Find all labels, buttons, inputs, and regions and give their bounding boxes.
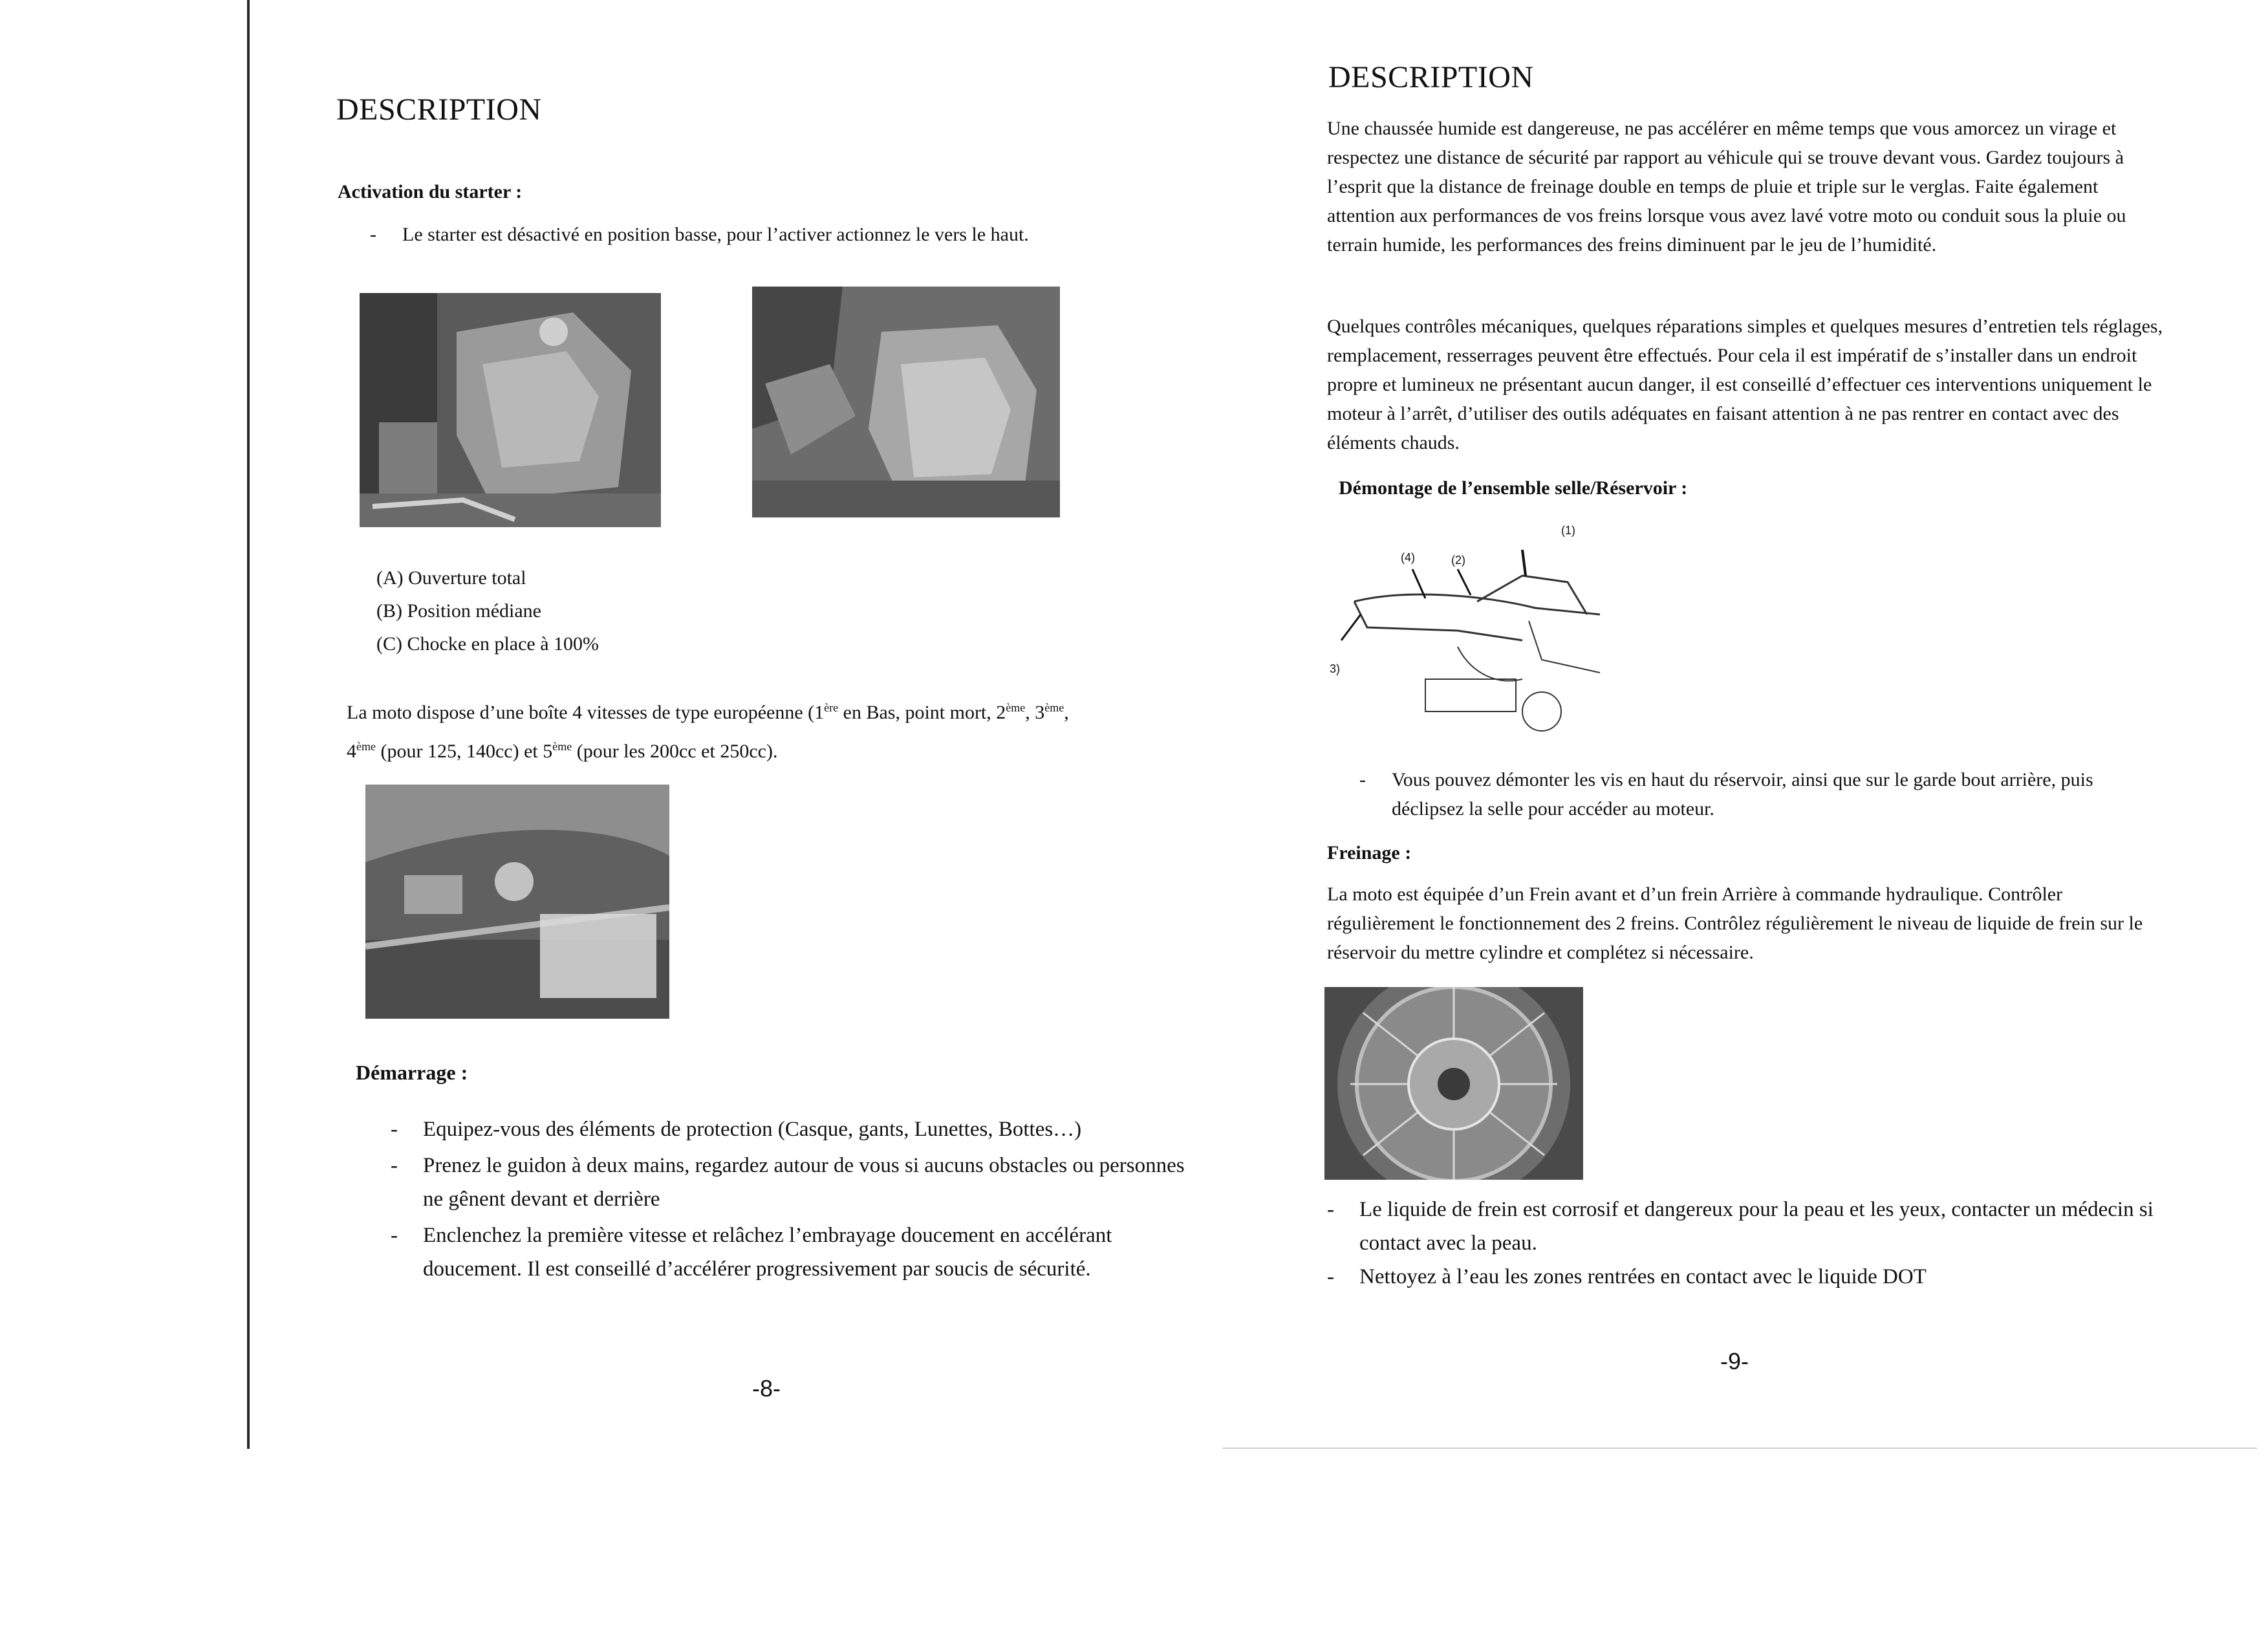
start-step: - Prenez le guidon à deux mains, regardez autour de vous si aucuns obstacles ou personnes ne gênent devant et derrière [391,1149,1186,1216]
starter-photo-1 [360,293,661,527]
choke-position-c: (C) Chocke en place à 100% [376,633,599,655]
page-title: DESCRIPTION [336,92,542,127]
seat-removal-heading: Démontage de l’ensemble selle/Réservoir : [1339,477,1688,499]
gearbox-text: (pour 125, 140cc) et 5 [375,741,553,762]
gearbox-text: , [1064,702,1069,723]
start-heading: Démarrage : [356,1061,468,1084]
gearbox-sup: ère [824,701,839,714]
start-step: - Equipez-vous des éléments de protection (Casque, gants, Lunettes, Bottes…) [391,1113,1186,1146]
starter-list [370,220,1146,249]
diagram-label-3: 3) [1330,662,1341,675]
page-number: -9- [1720,1348,1749,1374]
choke-position-a: (A) Ouverture total [376,567,526,589]
diagram-label-2: (2) [1451,554,1465,567]
starter-text: - Le starter est désactivé en position basse, pour l’activer actionnez le vers le haut. [370,220,1146,249]
brake-heading: Freinage : [1327,842,1412,863]
choke-position-list [376,563,599,658]
seat-removal-text: - Vous pouvez démonter les vis en haut du réservoir, ainsi que sur le garde bout arrière, puis déclipsez la selle pour accéder au moteur. [1359,765,2168,823]
right-page [1134,0,2268,1650]
brake-warning: - Le liquide de frein est corrosif et dangereux pour la peau et les yeux, contacter un médecin si contact avec la peau. [1327,1193,2181,1260]
starter-photo-2 [752,287,1060,517]
choke-position-b: (B) Position médiane [376,600,541,622]
gearbox-sup: ème [356,740,376,753]
gearbox-sup: ème [1044,701,1064,714]
page-number: -8- [752,1375,781,1402]
gearbox-text: , 3 [1025,702,1045,723]
gearbox-text: (pour les 200cc et 250cc). [572,741,778,762]
page-title: DESCRIPTION [1328,60,1534,94]
gearbox-paragraph [347,691,1200,768]
gear-selector-photo [365,785,669,1019]
brake-warning-list [1327,1193,2181,1294]
seat-tank-diagram [1328,517,1619,750]
maintenance-paragraph: Quelques contrôles mécaniques, quelques réparations simples et quelques mesures d’entretien tels réglages, remplacement, resserrages peuvent être effectués. Pour cela il est impératif de s’installer dans un endroit propre et lumineux ne présentant aucun danger, il est conseillé d’effectuer ces interventions uniquement le moteur à l’arrêt, d’utiliser des outils adéquates en faisant attention à ne pas rentrer en contact avec des éléments chauds. [1327,316,2163,453]
start-steps-list [391,1113,1186,1286]
diagram-label-1: (1) [1561,524,1575,537]
brake-paragraph: La moto est équipée d’un Frein avant et d’un frein Arrière à commande hydraulique. Contrôler régulièrement le fonctionnement des 2 freins. Contrôlez régulièrement le niveau de liquide de frein sur le réservoir du mettre cylindre et complétez si nécessaire. [1327,884,2143,963]
starter-heading: Activation du starter : [338,181,523,202]
diagram-label-4: (4) [1401,551,1415,564]
brake-warning: - Nettoyez à l’eau les zones rentrées en contact avec le liquide DOT [1327,1260,2181,1294]
gearbox-text: 4 [347,741,356,762]
start-step: - Enclenchez la première vitesse et relâchez l’embrayage doucement en accélérant doucement. Il est conseillé d’accélérer progressivement par soucis de sécurité. [391,1219,1186,1286]
brake-disc-photo [1324,987,1583,1180]
gearbox-text: en Bas, point mort, 2 [838,702,1006,723]
wet-road-paragraph: Une chaussée humide est dangereuse, ne pas accélérer en même temps que vous amorcez un virage et respectez une distance de sécurité par rapport au véhicule qui se trouve devant vous. Gardez toujours à l’esprit que la distance de freinage double en temps de pluie et triple sur le verglas. Faite également attention aux performances de vos freins lorsque vous avez lavé votre moto ou conduit sous la pluie ou terrain humide, les performances des freins diminuent par le jeu de l’humidité. [1327,118,2126,255]
seat-removal-list [1359,765,2168,823]
gearbox-sup: ème [1006,701,1026,714]
gearbox-sup: ème [552,740,572,753]
gearbox-text: La moto dispose d’une boîte 4 vitesses de type européenne (1 [347,702,825,723]
